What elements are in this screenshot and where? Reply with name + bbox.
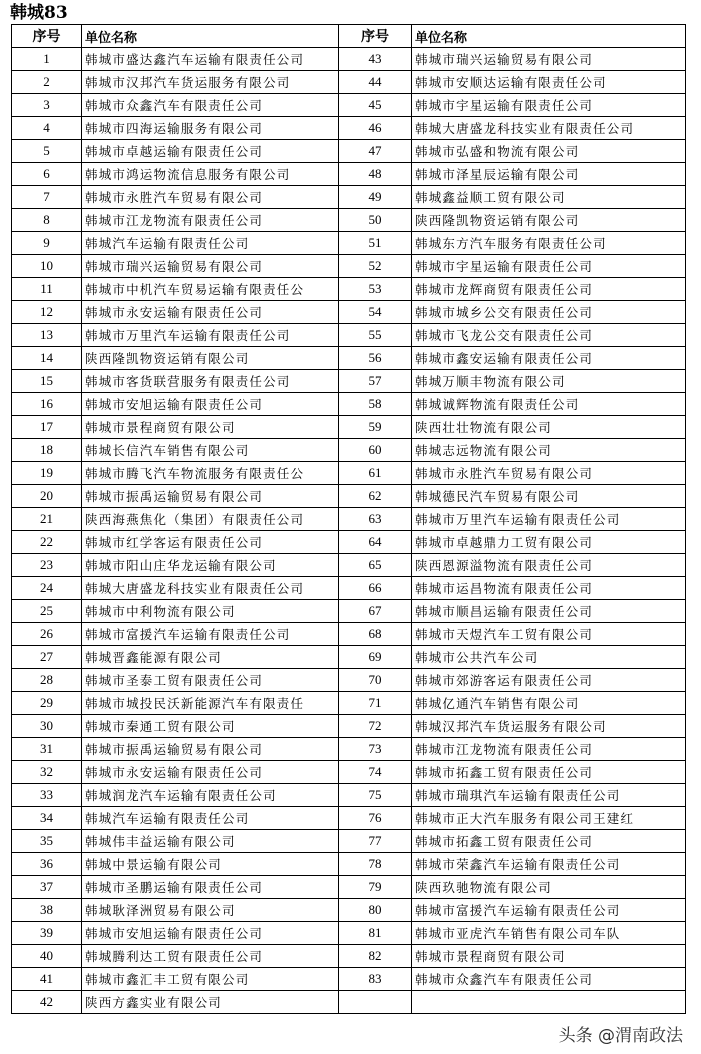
row-seq-right: 74 bbox=[339, 761, 412, 784]
row-name-left: 韩城市永安运输有限责任公司 bbox=[82, 301, 339, 324]
table-row bbox=[12, 830, 686, 853]
row-seq-right: 82 bbox=[339, 945, 412, 968]
row-seq-right: 83 bbox=[339, 968, 412, 991]
row-seq-right: 50 bbox=[339, 209, 412, 232]
row-seq-right: 48 bbox=[339, 163, 412, 186]
table-row bbox=[12, 439, 686, 462]
table-row bbox=[12, 462, 686, 485]
row-seq-left: 16 bbox=[12, 393, 82, 416]
table-row bbox=[12, 761, 686, 784]
row-seq-right: 63 bbox=[339, 508, 412, 531]
row-seq-right: 53 bbox=[339, 278, 412, 301]
row-name-right: 韩城市众鑫汽车有限责任公司 bbox=[412, 968, 686, 991]
row-name-left: 韩城市红学客运有限责任公司 bbox=[82, 531, 339, 554]
header-seq-left: 序号 bbox=[12, 25, 82, 48]
row-seq-left: 42 bbox=[12, 991, 82, 1014]
table-row bbox=[12, 968, 686, 991]
row-name-right: 韩城亿通汽车销售有限公司 bbox=[412, 692, 686, 715]
table-row bbox=[12, 163, 686, 186]
row-seq-left: 32 bbox=[12, 761, 82, 784]
row-seq-right: 75 bbox=[339, 784, 412, 807]
row-name-left: 韩城市秦通工贸有限公司 bbox=[82, 715, 339, 738]
row-name-right: 韩城德民汽车贸易有限公司 bbox=[412, 485, 686, 508]
header-name-right: 单位名称 bbox=[412, 25, 686, 48]
row-seq-right: 45 bbox=[339, 94, 412, 117]
table-row bbox=[12, 922, 686, 945]
row-seq-left: 22 bbox=[12, 531, 82, 554]
row-seq-right: 68 bbox=[339, 623, 412, 646]
table-row bbox=[12, 140, 686, 163]
row-name-left: 韩城耿泽洲贸易有限公司 bbox=[82, 899, 339, 922]
row-name-right: 韩城市飞龙公交有限责任公司 bbox=[412, 324, 686, 347]
row-seq-left: 7 bbox=[12, 186, 82, 209]
row-name-right: 陕西壮壮物流有限公司 bbox=[412, 416, 686, 439]
row-seq-right: 47 bbox=[339, 140, 412, 163]
row-name-right: 韩城市亚虎汽车销售有限公司车队 bbox=[412, 922, 686, 945]
row-name-left: 韩城长信汽车销售有限公司 bbox=[82, 439, 339, 462]
row-seq-right: 55 bbox=[339, 324, 412, 347]
row-name-left: 韩城市富援汽车运输有限责任公司 bbox=[82, 623, 339, 646]
row-seq-left: 35 bbox=[12, 830, 82, 853]
row-name-right: 韩城鑫益顺工贸有限公司 bbox=[412, 186, 686, 209]
row-seq-left: 15 bbox=[12, 370, 82, 393]
row-name-left: 韩城市盛达鑫汽车运输有限责任公司 bbox=[82, 48, 339, 71]
table-row bbox=[12, 370, 686, 393]
table-row bbox=[12, 209, 686, 232]
table-row bbox=[12, 48, 686, 71]
header-name-left: 单位名称 bbox=[82, 25, 339, 48]
row-name-right: 韩城市安顺达运输有限责任公司 bbox=[412, 71, 686, 94]
table-row bbox=[12, 669, 686, 692]
row-name-left: 陕西隆凯物资运销有限公司 bbox=[82, 347, 339, 370]
table-row bbox=[12, 853, 686, 876]
row-name-left: 韩城大唐盛龙科技实业有限责任公司 bbox=[82, 577, 339, 600]
row-seq-left: 25 bbox=[12, 600, 82, 623]
row-seq-left: 38 bbox=[12, 899, 82, 922]
row-seq-right bbox=[339, 991, 412, 1014]
row-name-left: 韩城市永胜汽车贸易有限公司 bbox=[82, 186, 339, 209]
row-seq-right: 78 bbox=[339, 853, 412, 876]
row-seq-left: 13 bbox=[12, 324, 82, 347]
row-name-right: 韩城市运昌物流有限责任公司 bbox=[412, 577, 686, 600]
row-seq-left: 8 bbox=[12, 209, 82, 232]
table-row bbox=[12, 508, 686, 531]
row-seq-right: 69 bbox=[339, 646, 412, 669]
row-name-left: 韩城市圣鹏运输有限责任公司 bbox=[82, 876, 339, 899]
row-seq-left: 17 bbox=[12, 416, 82, 439]
table-row bbox=[12, 600, 686, 623]
row-seq-right: 80 bbox=[339, 899, 412, 922]
row-name-right: 韩城市龙辉商贸有限责任公司 bbox=[412, 278, 686, 301]
table-row bbox=[12, 876, 686, 899]
table-row bbox=[12, 71, 686, 94]
row-name-right: 韩城市永胜汽车贸易有限公司 bbox=[412, 462, 686, 485]
table-row bbox=[12, 531, 686, 554]
row-name-right: 韩城市公共汽车公司 bbox=[412, 646, 686, 669]
row-name-right: 韩城市郊游客运有限责任公司 bbox=[412, 669, 686, 692]
row-seq-left: 10 bbox=[12, 255, 82, 278]
row-seq-left: 23 bbox=[12, 554, 82, 577]
row-name-left: 韩城市振禹运输贸易有限公司 bbox=[82, 738, 339, 761]
row-seq-right: 70 bbox=[339, 669, 412, 692]
row-name-left: 韩城市四海运输服务有限公司 bbox=[82, 117, 339, 140]
row-name-left: 韩城市阳山庄华龙运输有限公司 bbox=[82, 554, 339, 577]
row-name-left: 韩城市圣泰工贸有限责任公司 bbox=[82, 669, 339, 692]
row-name-left: 韩城市安旭运输有限责任公司 bbox=[82, 393, 339, 416]
row-seq-left: 34 bbox=[12, 807, 82, 830]
table-row bbox=[12, 554, 686, 577]
table-header-row bbox=[12, 25, 686, 48]
row-name-right: 韩城市顺昌运输有限责任公司 bbox=[412, 600, 686, 623]
row-name-right: 韩城东方汽车服务有限责任公司 bbox=[412, 232, 686, 255]
row-name-right bbox=[412, 991, 686, 1014]
row-seq-left: 12 bbox=[12, 301, 82, 324]
row-name-left: 韩城市中机汽车贸易运输有限责任公 bbox=[82, 278, 339, 301]
table-row bbox=[12, 393, 686, 416]
row-seq-left: 11 bbox=[12, 278, 82, 301]
row-seq-left: 41 bbox=[12, 968, 82, 991]
row-name-right: 韩城市正大汽车服务有限公司王建红 bbox=[412, 807, 686, 830]
row-seq-left: 29 bbox=[12, 692, 82, 715]
row-name-right: 韩城志远物流有限公司 bbox=[412, 439, 686, 462]
row-seq-left: 18 bbox=[12, 439, 82, 462]
row-name-right: 韩城市城乡公交有限责任公司 bbox=[412, 301, 686, 324]
row-name-left: 陕西海燕焦化（集团）有限责任公司 bbox=[82, 508, 339, 531]
row-name-left: 韩城中景运输有限公司 bbox=[82, 853, 339, 876]
row-seq-right: 77 bbox=[339, 830, 412, 853]
row-name-left: 韩城市腾飞汽车物流服务有限责任公 bbox=[82, 462, 339, 485]
row-name-right: 韩城汉邦汽车货运服务有限公司 bbox=[412, 715, 686, 738]
row-seq-right: 56 bbox=[339, 347, 412, 370]
row-seq-left: 39 bbox=[12, 922, 82, 945]
row-seq-right: 71 bbox=[339, 692, 412, 715]
table-row bbox=[12, 715, 686, 738]
table-row bbox=[12, 278, 686, 301]
watermark: 头条 @渭南政法 bbox=[555, 1021, 687, 1046]
row-seq-right: 59 bbox=[339, 416, 412, 439]
row-seq-right: 44 bbox=[339, 71, 412, 94]
row-seq-right: 73 bbox=[339, 738, 412, 761]
row-name-right: 韩城市泽星辰运输有限公司 bbox=[412, 163, 686, 186]
row-seq-left: 36 bbox=[12, 853, 82, 876]
row-seq-right: 43 bbox=[339, 48, 412, 71]
table-row bbox=[12, 186, 686, 209]
row-name-right: 韩城万顺丰物流有限公司 bbox=[412, 370, 686, 393]
row-seq-left: 37 bbox=[12, 876, 82, 899]
row-name-right: 韩城市卓越鼎力工贸有限公司 bbox=[412, 531, 686, 554]
row-name-right: 韩城大唐盛龙科技实业有限责任公司 bbox=[412, 117, 686, 140]
row-name-left: 韩城润龙汽车运输有限责任公司 bbox=[82, 784, 339, 807]
table-row bbox=[12, 485, 686, 508]
row-name-right: 陕西隆凯物资运销有限公司 bbox=[412, 209, 686, 232]
row-seq-right: 62 bbox=[339, 485, 412, 508]
row-seq-left: 14 bbox=[12, 347, 82, 370]
row-name-left: 韩城市安旭运输有限责任公司 bbox=[82, 922, 339, 945]
row-name-left: 韩城市景程商贸有限公司 bbox=[82, 416, 339, 439]
row-name-right: 韩城市富援汽车运输有限责任公司 bbox=[412, 899, 686, 922]
table-row bbox=[12, 692, 686, 715]
row-name-right: 陕西恩源溢物流有限责任公司 bbox=[412, 554, 686, 577]
row-seq-right: 67 bbox=[339, 600, 412, 623]
row-name-left: 韩城汽车运输有限责任公司 bbox=[82, 232, 339, 255]
row-name-left: 韩城市鸿运物流信息服务有限公司 bbox=[82, 163, 339, 186]
table-row bbox=[12, 255, 686, 278]
row-name-left: 韩城市振禹运输贸易有限公司 bbox=[82, 485, 339, 508]
row-seq-left: 21 bbox=[12, 508, 82, 531]
row-name-right: 韩城市天煜汽车工贸有限公司 bbox=[412, 623, 686, 646]
table-row bbox=[12, 945, 686, 968]
table-row bbox=[12, 991, 686, 1014]
company-table bbox=[11, 24, 686, 1014]
row-seq-right: 61 bbox=[339, 462, 412, 485]
row-name-left: 韩城市江龙物流有限责任公司 bbox=[82, 209, 339, 232]
row-seq-right: 51 bbox=[339, 232, 412, 255]
row-seq-right: 49 bbox=[339, 186, 412, 209]
row-seq-left: 1 bbox=[12, 48, 82, 71]
table-row bbox=[12, 646, 686, 669]
row-name-left: 韩城晋鑫能源有限公司 bbox=[82, 646, 339, 669]
row-seq-left: 3 bbox=[12, 94, 82, 117]
table-row bbox=[12, 577, 686, 600]
row-name-right: 韩城市江龙物流有限责任公司 bbox=[412, 738, 686, 761]
row-name-left: 韩城市卓越运输有限责任公司 bbox=[82, 140, 339, 163]
row-seq-left: 9 bbox=[12, 232, 82, 255]
row-name-right: 韩城市拓鑫工贸有限责任公司 bbox=[412, 761, 686, 784]
row-seq-right: 52 bbox=[339, 255, 412, 278]
document-title: 韩城83 bbox=[10, 3, 68, 23]
row-seq-left: 2 bbox=[12, 71, 82, 94]
row-seq-left: 26 bbox=[12, 623, 82, 646]
row-seq-right: 76 bbox=[339, 807, 412, 830]
row-seq-right: 66 bbox=[339, 577, 412, 600]
table-row bbox=[12, 784, 686, 807]
row-name-left: 韩城市中利物流有限公司 bbox=[82, 600, 339, 623]
row-name-left: 陕西方鑫实业有限公司 bbox=[82, 991, 339, 1014]
row-name-right: 韩城市瑞兴运输贸易有限公司 bbox=[412, 48, 686, 71]
table-row bbox=[12, 301, 686, 324]
table-row bbox=[12, 416, 686, 439]
row-name-right: 韩城市宇星运输有限责任公司 bbox=[412, 255, 686, 278]
table-row bbox=[12, 117, 686, 140]
row-seq-left: 31 bbox=[12, 738, 82, 761]
row-name-left: 韩城市鑫汇丰工贸有限公司 bbox=[82, 968, 339, 991]
row-name-right: 陕西玖驰物流有限公司 bbox=[412, 876, 686, 899]
table-row bbox=[12, 807, 686, 830]
row-seq-left: 24 bbox=[12, 577, 82, 600]
table-row bbox=[12, 94, 686, 117]
row-seq-left: 33 bbox=[12, 784, 82, 807]
row-name-right: 韩城市景程商贸有限公司 bbox=[412, 945, 686, 968]
row-name-right: 韩城市瑞琪汽车运输有限责任公司 bbox=[412, 784, 686, 807]
row-seq-left: 6 bbox=[12, 163, 82, 186]
table-row bbox=[12, 324, 686, 347]
row-name-left: 韩城市客货联营服务有限责任公司 bbox=[82, 370, 339, 393]
table-row bbox=[12, 623, 686, 646]
row-name-right: 韩城市拓鑫工贸有限责任公司 bbox=[412, 830, 686, 853]
row-seq-left: 28 bbox=[12, 669, 82, 692]
row-name-right: 韩城市宇星运输有限责任公司 bbox=[412, 94, 686, 117]
row-name-left: 韩城伟丰益运输有限公司 bbox=[82, 830, 339, 853]
row-seq-right: 79 bbox=[339, 876, 412, 899]
row-seq-right: 81 bbox=[339, 922, 412, 945]
row-name-left: 韩城市众鑫汽车有限责任公司 bbox=[82, 94, 339, 117]
row-name-left: 韩城市永安运输有限责任公司 bbox=[82, 761, 339, 784]
row-seq-left: 19 bbox=[12, 462, 82, 485]
table-row bbox=[12, 899, 686, 922]
row-name-right: 韩城市弘盛和物流有限公司 bbox=[412, 140, 686, 163]
header-seq-right: 序号 bbox=[339, 25, 412, 48]
row-seq-right: 64 bbox=[339, 531, 412, 554]
row-seq-left: 40 bbox=[12, 945, 82, 968]
row-seq-right: 57 bbox=[339, 370, 412, 393]
row-name-right: 韩城诚辉物流有限责任公司 bbox=[412, 393, 686, 416]
table-row bbox=[12, 232, 686, 255]
row-name-right: 韩城市万里汽车运输有限责任公司 bbox=[412, 508, 686, 531]
row-name-left: 韩城市万里汽车运输有限责任公司 bbox=[82, 324, 339, 347]
row-seq-left: 30 bbox=[12, 715, 82, 738]
row-name-right: 韩城市鑫安运输有限责任公司 bbox=[412, 347, 686, 370]
row-seq-left: 4 bbox=[12, 117, 82, 140]
table-row bbox=[12, 347, 686, 370]
table-body bbox=[12, 48, 686, 1014]
table-row bbox=[12, 738, 686, 761]
row-name-left: 韩城市城投民沃新能源汽车有限责任 bbox=[82, 692, 339, 715]
row-seq-right: 72 bbox=[339, 715, 412, 738]
row-name-left: 韩城市汉邦汽车货运服务有限公司 bbox=[82, 71, 339, 94]
row-seq-right: 54 bbox=[339, 301, 412, 324]
row-seq-right: 65 bbox=[339, 554, 412, 577]
row-seq-right: 58 bbox=[339, 393, 412, 416]
row-seq-left: 27 bbox=[12, 646, 82, 669]
row-name-left: 韩城腾利达工贸有限责任公司 bbox=[82, 945, 339, 968]
row-seq-left: 5 bbox=[12, 140, 82, 163]
row-seq-left: 20 bbox=[12, 485, 82, 508]
row-seq-right: 46 bbox=[339, 117, 412, 140]
row-name-right: 韩城市荣鑫汽车运输有限责任公司 bbox=[412, 853, 686, 876]
row-seq-right: 60 bbox=[339, 439, 412, 462]
row-name-left: 韩城市瑞兴运输贸易有限公司 bbox=[82, 255, 339, 278]
row-name-left: 韩城汽车运输有限责任公司 bbox=[82, 807, 339, 830]
